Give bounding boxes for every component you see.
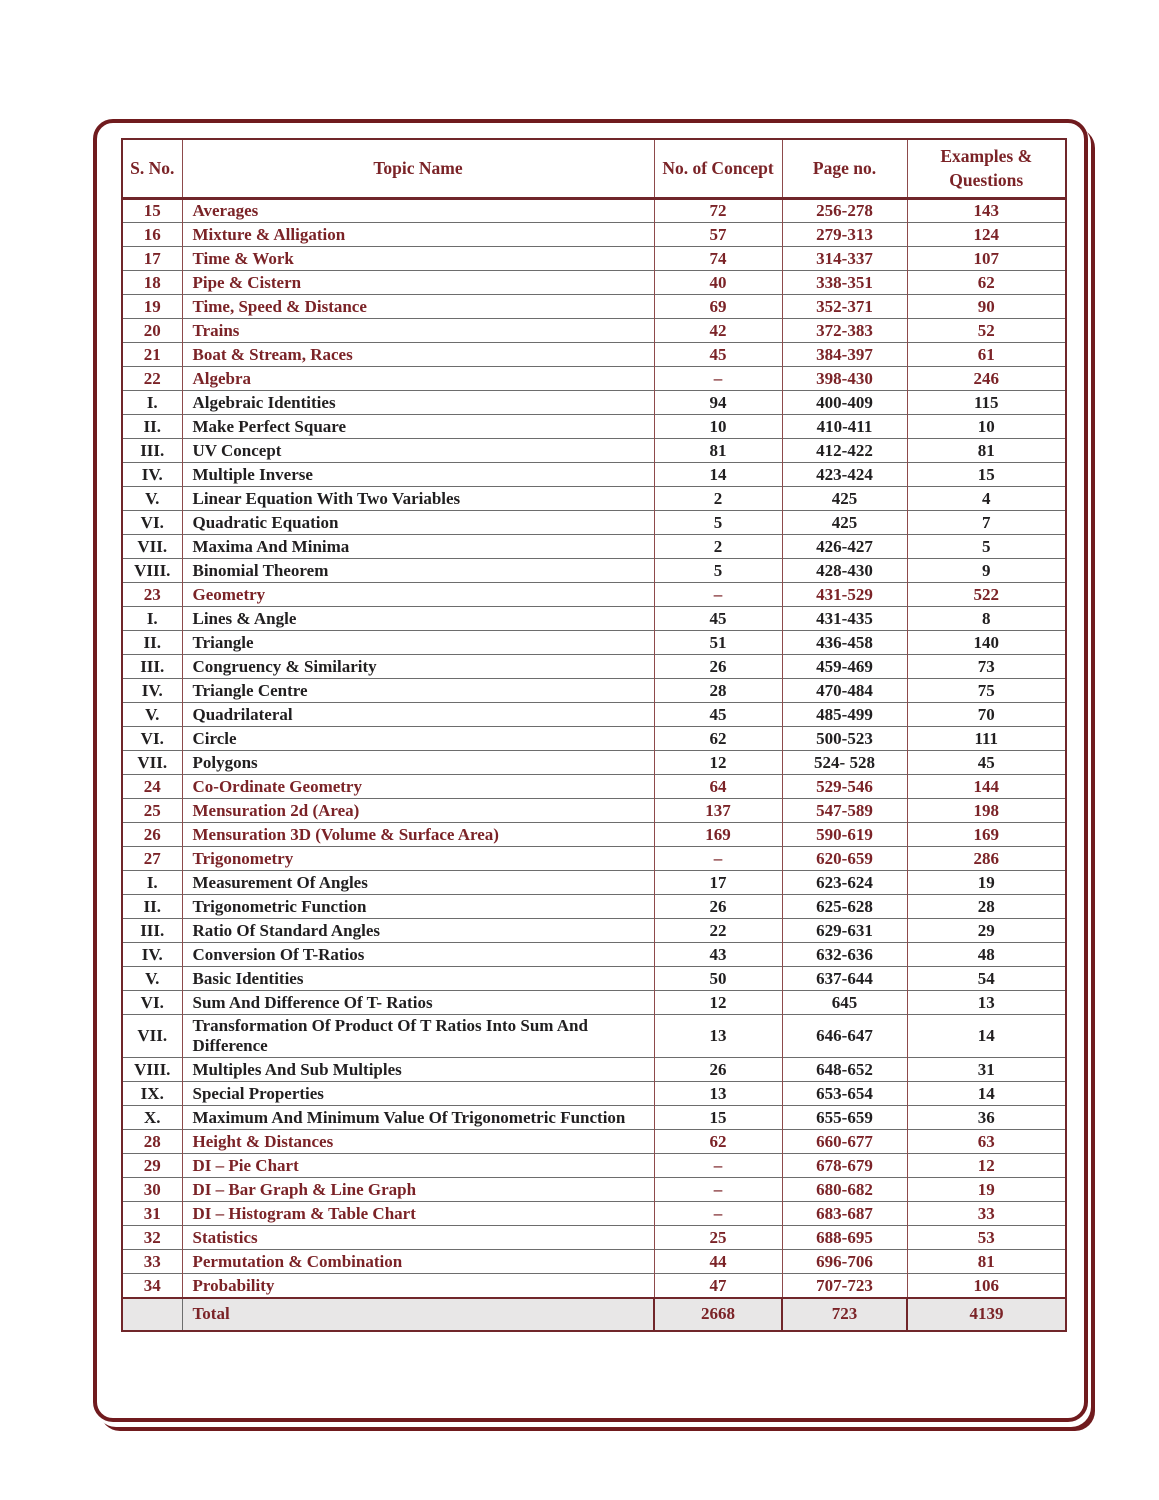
table-row bbox=[122, 1178, 1066, 1202]
cell-pages: 696-706 bbox=[782, 1250, 907, 1274]
cell-topic: Sum And Difference Of T- Ratios bbox=[182, 991, 654, 1015]
cell-topic: Averages bbox=[182, 199, 654, 223]
cell-topic: Mixture & Alligation bbox=[182, 223, 654, 247]
cell-concepts: – bbox=[654, 1154, 782, 1178]
cell-topic: Co-Ordinate Geometry bbox=[182, 775, 654, 799]
cell-concepts: 169 bbox=[654, 823, 782, 847]
cell-sno: 33 bbox=[122, 1250, 182, 1274]
table-row bbox=[122, 439, 1066, 463]
table-row bbox=[122, 247, 1066, 271]
cell-concepts: 12 bbox=[654, 751, 782, 775]
cell-sno: 27 bbox=[122, 847, 182, 871]
cell-examples: 81 bbox=[907, 439, 1066, 463]
cell-sno: 15 bbox=[143, 201, 161, 221]
cell-concepts: 81 bbox=[654, 439, 782, 463]
toc-table-header bbox=[122, 139, 1066, 199]
cell-examples: 12 bbox=[907, 1154, 1066, 1178]
table-row bbox=[122, 583, 1066, 607]
cell-pages: 423-424 bbox=[782, 463, 907, 487]
cell-topic: Pipe & Cistern bbox=[182, 271, 654, 295]
cell-sno: V. bbox=[122, 703, 182, 727]
cell-topic: Time, Speed & Distance bbox=[182, 295, 654, 319]
cell-topic: Height & Distances bbox=[182, 1130, 654, 1154]
cell-examples: 169 bbox=[907, 823, 1066, 847]
cell-examples: 106 bbox=[907, 1274, 1066, 1298]
cell-sno: VI. bbox=[122, 511, 182, 535]
table-row bbox=[122, 1015, 1066, 1058]
cell-sno: III. bbox=[122, 655, 182, 679]
cell-examples: 115 bbox=[907, 391, 1066, 415]
cell-examples: 124 bbox=[907, 223, 1066, 247]
cell-examples: 33 bbox=[907, 1202, 1066, 1226]
table-row bbox=[122, 319, 1066, 343]
table-row bbox=[122, 847, 1066, 871]
table-row bbox=[122, 1250, 1066, 1274]
cell-pages: 431-529 bbox=[782, 583, 907, 607]
cell-topic: Measurement Of Angles bbox=[182, 871, 654, 895]
cell-concepts: 26 bbox=[654, 655, 782, 679]
cell-pages: 623-624 bbox=[782, 871, 907, 895]
table-row bbox=[122, 511, 1066, 535]
cell-sno: X. bbox=[122, 1106, 182, 1130]
table-row bbox=[122, 1082, 1066, 1106]
cell-pages: 646-647 bbox=[782, 1015, 907, 1058]
cell-concepts: 10 bbox=[654, 415, 782, 439]
total-pages: 723 bbox=[782, 1298, 907, 1331]
table-row bbox=[122, 679, 1066, 703]
cell-pages: 400-409 bbox=[782, 391, 907, 415]
cell-concepts: 50 bbox=[654, 967, 782, 991]
cell-pages: 547-589 bbox=[782, 799, 907, 823]
cell-topic: Multiple Inverse bbox=[182, 463, 654, 487]
cell-topic: Probability bbox=[182, 1274, 654, 1298]
cell-topic: Congruency & Similarity bbox=[182, 655, 654, 679]
cell-concepts: 43 bbox=[654, 943, 782, 967]
cell-topic: Algebra bbox=[182, 367, 654, 391]
cell-examples: 52 bbox=[907, 319, 1066, 343]
cell-concepts: 42 bbox=[654, 319, 782, 343]
table-row bbox=[122, 1130, 1066, 1154]
cell-sno: 32 bbox=[122, 1226, 182, 1250]
cell-sno: 30 bbox=[122, 1178, 182, 1202]
cell-examples: 286 bbox=[907, 847, 1066, 871]
cell-pages: 431-435 bbox=[782, 607, 907, 631]
cell-concepts: 26 bbox=[654, 1058, 782, 1082]
cell-topic: Polygons bbox=[182, 751, 654, 775]
cell-examples: 14 bbox=[907, 1015, 1066, 1058]
cell-pages: 314-337 bbox=[782, 247, 907, 271]
toc-table bbox=[121, 138, 1067, 1332]
cell-concepts: – bbox=[654, 1202, 782, 1226]
cell-concepts: 74 bbox=[654, 247, 782, 271]
cell-topic: Permutation & Combination bbox=[182, 1250, 654, 1274]
table-row bbox=[122, 535, 1066, 559]
cell-topic: DI – Bar Graph & Line Graph bbox=[182, 1178, 654, 1202]
cell-sno: IX. bbox=[122, 1082, 182, 1106]
cell-topic: UV Concept bbox=[182, 439, 654, 463]
total-concepts: 2668 bbox=[654, 1298, 782, 1331]
cell-pages: 529-546 bbox=[782, 775, 907, 799]
cell-examples: 9 bbox=[907, 559, 1066, 583]
cell-sno: 20 bbox=[122, 319, 182, 343]
cell-concepts: 47 bbox=[654, 1274, 782, 1298]
cell-concepts: – bbox=[654, 1178, 782, 1202]
cell-pages: 625-628 bbox=[782, 895, 907, 919]
total-label: Total bbox=[182, 1298, 654, 1331]
cell-pages: 620-659 bbox=[782, 847, 907, 871]
cell-concepts: 22 bbox=[654, 919, 782, 943]
cell-topic: Special Properties bbox=[182, 1082, 654, 1106]
cell-pages: 384-397 bbox=[782, 343, 907, 367]
cell-topic: Multiples And Sub Multiples bbox=[182, 1058, 654, 1082]
cell-topic: Geometry bbox=[182, 583, 654, 607]
table-row bbox=[122, 367, 1066, 391]
table-row bbox=[122, 391, 1066, 415]
cell-concepts: 51 bbox=[654, 631, 782, 655]
cell-sno: 31 bbox=[122, 1202, 182, 1226]
cell-concepts: 15 bbox=[654, 1106, 782, 1130]
cell-examples: 14 bbox=[907, 1082, 1066, 1106]
cell-sno: II. bbox=[122, 895, 182, 919]
cell-examples: 19 bbox=[907, 871, 1066, 895]
cell-examples: 28 bbox=[907, 895, 1066, 919]
cell-examples: 90 bbox=[907, 295, 1066, 319]
cell-concepts: 62 bbox=[654, 1130, 782, 1154]
cell-sno: 23 bbox=[122, 583, 182, 607]
cell-sno: 19 bbox=[122, 295, 182, 319]
cell-topic: Triangle Centre bbox=[182, 679, 654, 703]
table-row bbox=[122, 1202, 1066, 1226]
page-frame bbox=[93, 119, 1088, 1422]
table-row bbox=[122, 631, 1066, 655]
table-row bbox=[122, 895, 1066, 919]
cell-pages: 459-469 bbox=[782, 655, 907, 679]
cell-examples: 63 bbox=[907, 1130, 1066, 1154]
table-row bbox=[122, 703, 1066, 727]
cell-topic: Time & Work bbox=[182, 247, 654, 271]
table-row bbox=[122, 1106, 1066, 1130]
cell-examples: 62 bbox=[907, 271, 1066, 295]
cell-examples: 61 bbox=[907, 343, 1066, 367]
cell-pages: 426-427 bbox=[782, 535, 907, 559]
cell-examples: 107 bbox=[907, 247, 1066, 271]
cell-topic: Circle bbox=[182, 727, 654, 751]
cell-concepts: 40 bbox=[654, 271, 782, 295]
cell-pages: 648-652 bbox=[782, 1058, 907, 1082]
cell-pages: 683-687 bbox=[782, 1202, 907, 1226]
table-row bbox=[122, 415, 1066, 439]
cell-examples: 246 bbox=[907, 367, 1066, 391]
cell-sno: VI. bbox=[122, 727, 182, 751]
cell-topic: Ratio Of Standard Angles bbox=[182, 919, 654, 943]
cell-pages: 632-636 bbox=[782, 943, 907, 967]
table-row bbox=[122, 199, 1066, 223]
cell-topic: Trigonometric Function bbox=[182, 895, 654, 919]
cell-topic: Mensuration 2d (Area) bbox=[182, 799, 654, 823]
table-row bbox=[122, 223, 1066, 247]
cell-examples: 13 bbox=[907, 991, 1066, 1015]
cell-examples: 53 bbox=[907, 1226, 1066, 1250]
cell-topic: Statistics bbox=[182, 1226, 654, 1250]
table-row bbox=[122, 775, 1066, 799]
cell-examples: 81 bbox=[907, 1250, 1066, 1274]
cell-sno: 17 bbox=[122, 247, 182, 271]
cell-topic: Algebraic Identities bbox=[182, 391, 654, 415]
cell-examples: 522 bbox=[907, 583, 1066, 607]
cell-concepts: 14 bbox=[654, 463, 782, 487]
table-row bbox=[122, 943, 1066, 967]
cell-topic: Quadratic Equation bbox=[182, 511, 654, 535]
header-topic: Topic Name bbox=[182, 139, 654, 199]
cell-topic: Linear Equation With Two Variables bbox=[182, 487, 654, 511]
cell-concepts: 5 bbox=[654, 511, 782, 535]
cell-examples: 73 bbox=[907, 655, 1066, 679]
table-row bbox=[122, 727, 1066, 751]
cell-sno: VI. bbox=[122, 991, 182, 1015]
header-row bbox=[122, 139, 1066, 199]
total-row bbox=[122, 1298, 1066, 1331]
cell-concepts: – bbox=[654, 847, 782, 871]
cell-pages: 279-313 bbox=[782, 223, 907, 247]
cell-sno: 22 bbox=[122, 367, 182, 391]
header-concepts: No. of Concept bbox=[654, 139, 782, 199]
cell-topic: Lines & Angle bbox=[182, 607, 654, 631]
cell-examples: 45 bbox=[907, 751, 1066, 775]
cell-sno: VIII. bbox=[122, 559, 182, 583]
cell-topic: DI – Pie Chart bbox=[182, 1154, 654, 1178]
cell-sno: III. bbox=[122, 919, 182, 943]
cell-concepts: 2 bbox=[654, 487, 782, 511]
cell-examples: 140 bbox=[907, 631, 1066, 655]
cell-topic: Binomial Theorem bbox=[182, 559, 654, 583]
table-row bbox=[122, 799, 1066, 823]
cell-pages: 410-411 bbox=[782, 415, 907, 439]
cell-sno: VII. bbox=[122, 535, 182, 559]
cell-pages: 660-677 bbox=[782, 1130, 907, 1154]
cell-concepts: 45 bbox=[654, 703, 782, 727]
cell-topic: Trigonometry bbox=[182, 847, 654, 871]
cell-topic: Quadrilateral bbox=[182, 703, 654, 727]
table-row bbox=[122, 991, 1066, 1015]
table-row bbox=[122, 559, 1066, 583]
cell-sno: IV. bbox=[122, 943, 182, 967]
cell-sno: VII. bbox=[122, 1015, 182, 1058]
cell-topic: DI – Histogram & Table Chart bbox=[182, 1202, 654, 1226]
cell-sno: II. bbox=[122, 415, 182, 439]
cell-concepts: 45 bbox=[654, 607, 782, 631]
table-row bbox=[122, 1154, 1066, 1178]
cell-topic: Mensuration 3D (Volume & Surface Area) bbox=[182, 823, 654, 847]
cell-examples: 144 bbox=[907, 775, 1066, 799]
cell-examples: 143 bbox=[907, 199, 1066, 223]
table-row bbox=[122, 751, 1066, 775]
cell-topic: Maxima And Minima bbox=[182, 535, 654, 559]
cell-sno: I. bbox=[122, 607, 182, 631]
cell-examples: 15 bbox=[907, 463, 1066, 487]
cell-examples: 7 bbox=[907, 511, 1066, 535]
cell-topic: Transformation Of Product Of T Ratios Into Sum And Difference bbox=[182, 1015, 654, 1058]
cell-sno: 34 bbox=[122, 1274, 182, 1298]
cell-examples: 198 bbox=[907, 799, 1066, 823]
cell-sno: V. bbox=[122, 967, 182, 991]
total-empty-cell bbox=[122, 1298, 182, 1331]
table-row bbox=[122, 871, 1066, 895]
cell-concepts: – bbox=[654, 367, 782, 391]
cell-pages: 425 bbox=[782, 511, 907, 535]
cell-pages: 352-371 bbox=[782, 295, 907, 319]
cell-concepts: 44 bbox=[654, 1250, 782, 1274]
table-row bbox=[122, 1058, 1066, 1082]
cell-pages: 645 bbox=[782, 991, 907, 1015]
cell-concepts: 13 bbox=[654, 1015, 782, 1058]
cell-sno: 16 bbox=[122, 223, 182, 247]
header-examples: Examples & Questions bbox=[907, 139, 1066, 199]
total-examples: 4139 bbox=[907, 1298, 1066, 1331]
cell-sno: V. bbox=[122, 487, 182, 511]
cell-examples: 19 bbox=[907, 1178, 1066, 1202]
cell-topic: Make Perfect Square bbox=[182, 415, 654, 439]
cell-concepts: – bbox=[654, 583, 782, 607]
cell-examples: 111 bbox=[907, 727, 1066, 751]
cell-sno: III. bbox=[122, 439, 182, 463]
cell-examples: 36 bbox=[907, 1106, 1066, 1130]
cell-sno: II. bbox=[122, 631, 182, 655]
cell-pages: 590-619 bbox=[782, 823, 907, 847]
cell-concepts: 57 bbox=[654, 223, 782, 247]
cell-examples: 8 bbox=[907, 607, 1066, 631]
cell-concepts: 28 bbox=[654, 679, 782, 703]
cell-sno: 29 bbox=[122, 1154, 182, 1178]
header-sno: S. No. bbox=[122, 139, 182, 199]
table-row bbox=[122, 823, 1066, 847]
cell-examples: 54 bbox=[907, 967, 1066, 991]
cell-concepts: 17 bbox=[654, 871, 782, 895]
cell-concepts: 12 bbox=[654, 991, 782, 1015]
cell-pages: 500-523 bbox=[782, 727, 907, 751]
cell-sno: 21 bbox=[122, 343, 182, 367]
cell-examples: 48 bbox=[907, 943, 1066, 967]
table-row bbox=[122, 655, 1066, 679]
cell-sno: 18 bbox=[122, 271, 182, 295]
cell-concepts: 5 bbox=[654, 559, 782, 583]
cell-pages: 688-695 bbox=[782, 1226, 907, 1250]
cell-pages: 485-499 bbox=[782, 703, 907, 727]
cell-pages: 470-484 bbox=[782, 679, 907, 703]
cell-topic: Basic Identities bbox=[182, 967, 654, 991]
cell-pages: 425 bbox=[782, 487, 907, 511]
table-row bbox=[122, 271, 1066, 295]
cell-concepts: 69 bbox=[654, 295, 782, 319]
cell-pages: 655-659 bbox=[782, 1106, 907, 1130]
cell-pages: 678-679 bbox=[782, 1154, 907, 1178]
table-row bbox=[122, 919, 1066, 943]
cell-sno: VII. bbox=[122, 751, 182, 775]
cell-examples: 4 bbox=[907, 487, 1066, 511]
cell-pages: 524- 528 bbox=[782, 751, 907, 775]
cell-concepts: 62 bbox=[654, 727, 782, 751]
table-row bbox=[122, 1274, 1066, 1298]
cell-pages: 653-654 bbox=[782, 1082, 907, 1106]
cell-pages: 398-430 bbox=[782, 367, 907, 391]
cell-pages: 629-631 bbox=[782, 919, 907, 943]
cell-examples: 5 bbox=[907, 535, 1066, 559]
cell-topic: Triangle bbox=[182, 631, 654, 655]
table-row bbox=[122, 343, 1066, 367]
cell-pages: 436-458 bbox=[782, 631, 907, 655]
toc-table-footer bbox=[122, 1298, 1066, 1331]
cell-sno: IV. bbox=[122, 679, 182, 703]
cell-pages: 707-723 bbox=[782, 1274, 907, 1298]
cell-sno: I. bbox=[122, 871, 182, 895]
table-row bbox=[122, 487, 1066, 511]
cell-concepts: 72 bbox=[654, 199, 782, 223]
cell-pages: 428-430 bbox=[782, 559, 907, 583]
table-row bbox=[122, 463, 1066, 487]
header-pages: Page no. bbox=[782, 139, 907, 199]
cell-sno: I. bbox=[122, 391, 182, 415]
cell-concepts: 94 bbox=[654, 391, 782, 415]
cell-sno: IV. bbox=[122, 463, 182, 487]
toc-table-body bbox=[122, 199, 1066, 1298]
cell-sno: 24 bbox=[122, 775, 182, 799]
cell-topic: Conversion Of T-Ratios bbox=[182, 943, 654, 967]
cell-topic: Maximum And Minimum Value Of Trigonometric Function bbox=[182, 1106, 654, 1130]
cell-sno: 26 bbox=[122, 823, 182, 847]
cell-concepts: 13 bbox=[654, 1082, 782, 1106]
cell-sno: 28 bbox=[122, 1130, 182, 1154]
cell-pages: 256-278 bbox=[782, 199, 907, 223]
table-row bbox=[122, 1226, 1066, 1250]
cell-pages: 680-682 bbox=[782, 1178, 907, 1202]
cell-sno: VIII. bbox=[122, 1058, 182, 1082]
cell-examples: 29 bbox=[907, 919, 1066, 943]
cell-concepts: 64 bbox=[654, 775, 782, 799]
cell-concepts: 2 bbox=[654, 535, 782, 559]
cell-concepts: 137 bbox=[654, 799, 782, 823]
table-row bbox=[122, 295, 1066, 319]
cell-concepts: 26 bbox=[654, 895, 782, 919]
cell-concepts: 45 bbox=[654, 343, 782, 367]
cell-pages: 412-422 bbox=[782, 439, 907, 463]
cell-examples: 10 bbox=[907, 415, 1066, 439]
cell-sno: 25 bbox=[122, 799, 182, 823]
cell-examples: 70 bbox=[907, 703, 1066, 727]
cell-examples: 75 bbox=[907, 679, 1066, 703]
cell-examples: 31 bbox=[907, 1058, 1066, 1082]
cell-concepts: 25 bbox=[654, 1226, 782, 1250]
cell-pages: 372-383 bbox=[782, 319, 907, 343]
table-row bbox=[122, 967, 1066, 991]
cell-topic: Trains bbox=[182, 319, 654, 343]
cell-pages: 637-644 bbox=[782, 967, 907, 991]
cell-pages: 338-351 bbox=[782, 271, 907, 295]
cell-topic: Boat & Stream, Races bbox=[182, 343, 654, 367]
table-row bbox=[122, 607, 1066, 631]
